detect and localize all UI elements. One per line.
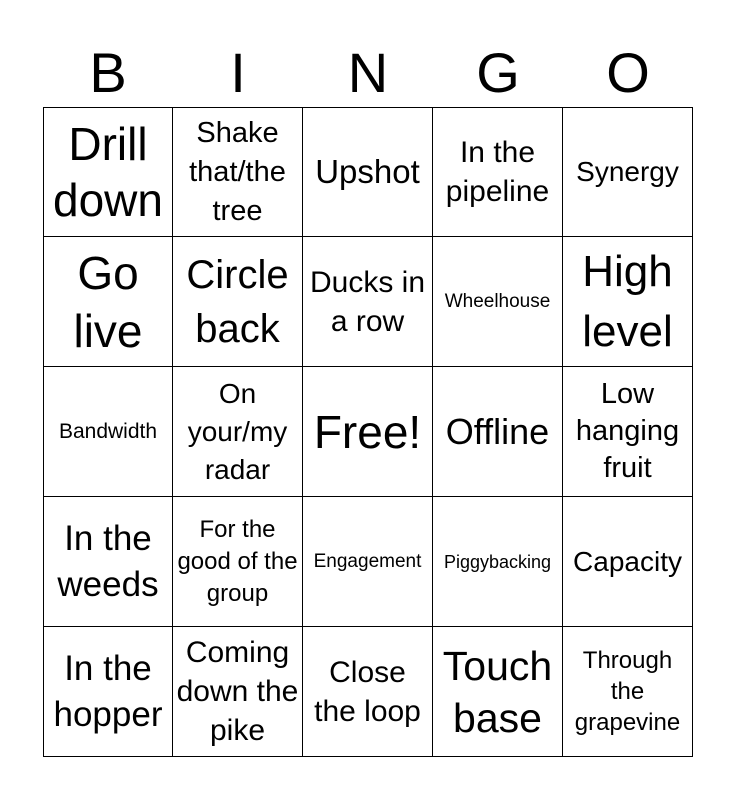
header-letter-g: G (476, 41, 520, 104)
bingo-cell[interactable] (173, 497, 303, 627)
cell-text: Coming down the pike (176, 636, 299, 747)
bingo-cell[interactable] (563, 367, 693, 497)
bingo-cell[interactable] (433, 627, 563, 757)
bingo-cell[interactable] (433, 367, 563, 497)
bingo-cell[interactable] (303, 497, 433, 627)
bingo-cell[interactable] (173, 237, 303, 367)
bingo-header (43, 40, 693, 106)
bingo-cell[interactable] (43, 367, 173, 497)
bingo-cell[interactable] (563, 497, 693, 627)
cell-text: Through the grapevine (574, 647, 681, 736)
bingo-cell[interactable] (173, 627, 303, 757)
bingo-cell[interactable] (563, 107, 693, 237)
cell-text: Free! (313, 405, 422, 458)
cell-text: Synergy (576, 156, 679, 187)
cell-text: For the good of the group (177, 515, 298, 607)
bingo-grid (43, 107, 693, 757)
bingo-cell[interactable] (43, 627, 173, 757)
cell-text: Drill down (53, 118, 163, 226)
bingo-cell[interactable] (433, 237, 563, 367)
cell-text: In the pipeline (445, 136, 550, 208)
cell-text: Offline (445, 410, 550, 452)
bingo-cell[interactable] (433, 107, 563, 237)
header-letter-i: I (230, 41, 246, 104)
cell-text: On your/my radar (187, 377, 288, 485)
header-letter-n: N (347, 41, 389, 104)
bingo-cell[interactable] (303, 367, 433, 497)
bingo-cell[interactable] (563, 627, 693, 757)
header-letter-o: O (606, 41, 650, 104)
bingo-cell[interactable] (43, 497, 173, 627)
cell-text: Ducks in a row (309, 265, 426, 338)
cell-text: High level (582, 246, 673, 356)
cell-text: Circle back (186, 252, 289, 351)
cell-text: Piggybacking (443, 551, 552, 572)
cell-text: In the weeds (57, 518, 159, 604)
cell-text: Upshot (315, 153, 420, 190)
cell-text: Close the loop (314, 655, 421, 728)
header-letter-b: B (89, 41, 127, 104)
cell-text: Shake that/the tree (189, 116, 286, 227)
bingo-cell[interactable] (303, 237, 433, 367)
cell-text: Go live (73, 246, 143, 357)
cell-text: Bandwidth (58, 419, 158, 443)
cell-text: In the hopper (53, 648, 163, 734)
cell-text: Touch base (442, 642, 553, 741)
bingo-cell[interactable] (173, 107, 303, 237)
bingo-cell[interactable] (303, 627, 433, 757)
bingo-cell[interactable] (563, 237, 693, 367)
bingo-cell[interactable] (433, 497, 563, 627)
bingo-cell[interactable] (43, 237, 173, 367)
bingo-cell[interactable] (43, 107, 173, 237)
cell-text: Wheelhouse (444, 290, 551, 312)
bingo-cell[interactable] (173, 367, 303, 497)
bingo-cell[interactable] (303, 107, 433, 237)
cell-text: Engagement (313, 550, 422, 572)
cell-text: Capacity (573, 545, 682, 577)
cell-text: Low hanging fruit (575, 378, 680, 484)
